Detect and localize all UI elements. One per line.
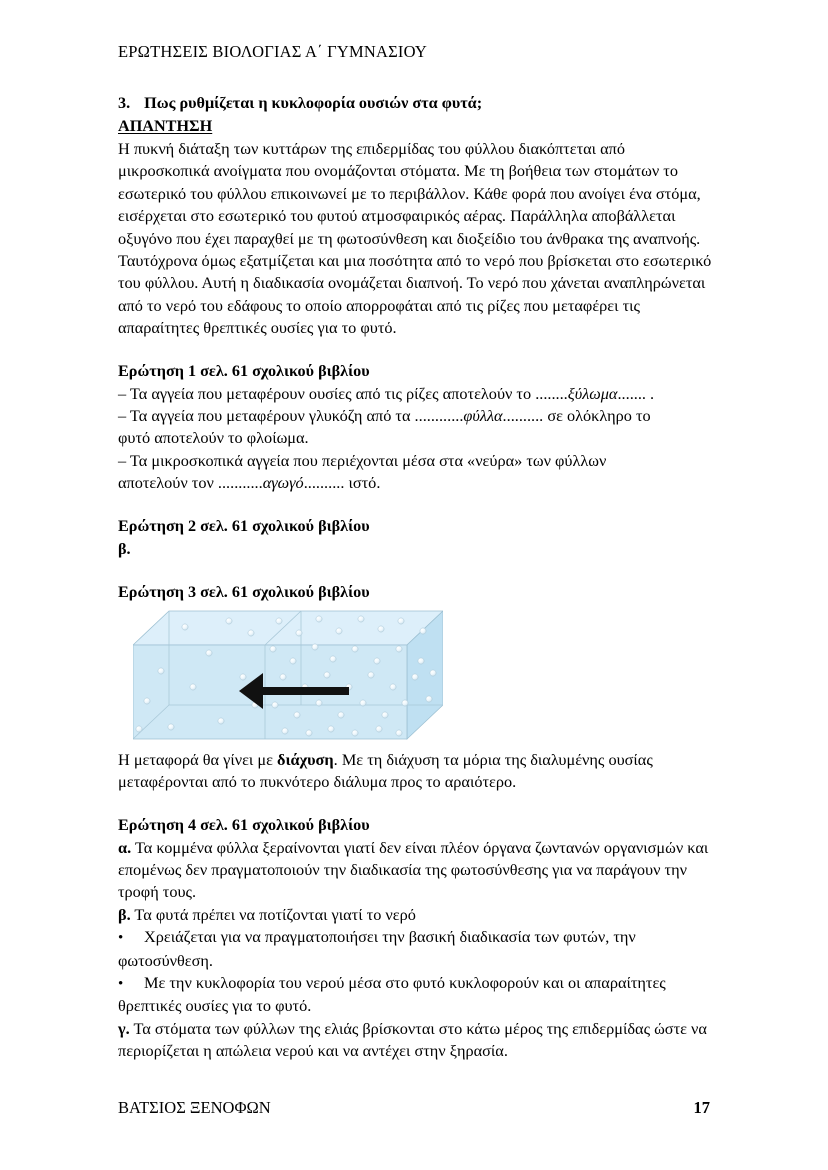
caption-before: Η μεταφορά θα γίνει με [118, 749, 277, 769]
bullet-text: Χρειάζεται για να πραγματοποιήσει την βασική διαδικασία των φυτών, την φωτοσύνθεση. [118, 927, 636, 970]
part-c-text: Τα στόματα των φύλλων της ελιάς βρίσκονται στο κάτω μέρος της επιδερμίδας ώστε να περιορίζεται η απώλεια νερού και να αντέχει στην ξηρασία. [118, 1018, 707, 1061]
item2-after: .......... σε ολόκληρο το [502, 406, 651, 426]
bullet-icon [118, 926, 144, 949]
item3-before: αποτελούν τον ........... [118, 473, 263, 493]
exercise-2-heading: Ερώτηση 2 σελ. 61 σχολικού βιβλίου [118, 516, 370, 535]
spacer [118, 495, 712, 515]
list-item [118, 926, 712, 972]
part-b-marker: β. [118, 904, 131, 924]
item1-answer: ξύλωμα [567, 383, 618, 403]
exercise-4-part-c [118, 1018, 712, 1063]
question-number: 3. [118, 94, 131, 112]
document-body [118, 92, 712, 1063]
answer-paragraph: Η πυκνή διάταξη των κυττάρων της επιδερμίδας του φύλλου διακόπτεται από μικροσκοπικά ανοίγματα που ονομάζονται στόματα. Με τη βοήθεια των στομάτων το εσωτερικό του φύλλου επικοινωνεί με το περιβάλλον. Κάθε φορά που ανοίγει ένα στόμα, εισέρχεται στο εσωτερικό του φυτού ατμοσφαιρικός αέρας. Παράλληλα αποβάλλεται οξυγόνο που έχει παραχθεί με τη φωτοσύνθεση και διοξείδιο του άνθρακα της αναπνοής. Ταυτόχρονα όμως εξατμίζεται και μια ποσότητα από το νερό που βρίσκεται στο εσωτερικό του φύλλου. Αυτή η διαδικασία ονομάζεται διαπνοή. Το νερό που χάνεται αναπληρώνεται από το νερό του εδάφους το οποίο απορροφάται από τις ρίζες που μεταφέρει τις απαραίτητες θρεπτικές ουσίες για το φυτό. [118, 139, 712, 338]
answer-label-row [118, 116, 712, 138]
item1-before: – Τα αγγεία που μεταφέρουν ουσίες από τις ρίζες αποτελούν το ........ [118, 383, 568, 403]
exercise-3-figure-wrap [118, 609, 712, 749]
exercise-3-caption [118, 749, 712, 794]
answer-label: ΑΠΑΝΤΗΣΗ [118, 117, 213, 135]
question-title-text: Πως ρυθμίζεται η κυκλοφορία ουσιών στα φυτά; [144, 94, 483, 112]
spacer [118, 340, 712, 360]
caption-after: . Με τη διάχυση τα μόρια της διαλυμένης ουσίας μεταφέρονται από το πυκνότερο διάλυμα προς το αραιότερο. [118, 749, 653, 792]
exercise-4-heading: Ερώτηση 4 σελ. 61 σχολικού βιβλίου [118, 815, 370, 834]
part-b-text: Τα φυτά πρέπει να ποτίζονται γιατί το νερό [130, 904, 416, 924]
caption-keyword: διάχυση [277, 749, 334, 769]
exercise-1-item-2-continuation: φυτό αποτελούν το φλοίωμα. [118, 428, 309, 448]
question-title [118, 92, 712, 114]
bullet-icon [118, 972, 144, 995]
exercise-1-item-1 [118, 383, 712, 405]
diffusion-box-svg [133, 609, 443, 745]
box-top-face [133, 611, 443, 645]
part-a-marker: α. [118, 837, 132, 857]
item3-after: .......... ιστό. [303, 473, 381, 493]
item2-answer: φύλλα [463, 406, 503, 426]
item2-before: – Τα αγγεία που μεταφέρουν γλυκόζη από τα ............ [118, 406, 464, 426]
spacer [118, 561, 712, 581]
item3-answer: αγωγό [262, 473, 304, 493]
exercise-1-item-2 [118, 405, 712, 427]
bullet-text: Με την κυκλοφορία του νερού μέσα στο φυτό κυκλοφορούν και οι απαραίτητες θρεπτικές ουσίες για το φυτό. [118, 972, 666, 1016]
exercise-3-heading: Ερώτηση 3 σελ. 61 σχολικού βιβλίου [118, 582, 370, 601]
diffusion-box-diagram [133, 609, 443, 745]
footer-page-number: 17 [693, 1098, 710, 1117]
footer-author: ΒΑΤΣΙΟΣ ΞΕΝΟΦΩΝ [118, 1098, 271, 1117]
exercise-4-part-a [118, 837, 712, 904]
document-footer [118, 1098, 710, 1118]
document-running-header: ΕΡΩΤΗΣΕΙΣ ΒΙΟΛΟΓΙΑΣ Α΄ ΓΥΜΝΑΣΙΟΥ [118, 42, 428, 61]
exercise-4-bullet-list [118, 926, 712, 1018]
exercise-2-answer: β. [118, 539, 131, 558]
exercise-1-heading: Ερώτηση 1 σελ. 61 σχολικού βιβλίου [118, 361, 370, 380]
exercise-1-item-3-continuation [118, 472, 712, 494]
list-item [118, 972, 712, 1018]
exercise-1-item-3: – Τα μικροσκοπικά αγγεία που περιέχονται μέσα στα «νεύρα» των φύλλων [118, 450, 607, 470]
item1-after: ....... . [617, 383, 655, 403]
spacer [118, 794, 712, 814]
exercise-4-part-b [118, 904, 712, 926]
part-c-marker: γ. [118, 1018, 130, 1038]
part-a-text: Τα κομμένα φύλλα ξεραίνονται γιατί δεν είναι πλέον όργανα ζωντανών οργανισμών και επομένως δεν πραγματοποιούν την διαδικασία της φωτοσύνθεσης για να παράγουν την τροφή τους. [118, 837, 709, 902]
